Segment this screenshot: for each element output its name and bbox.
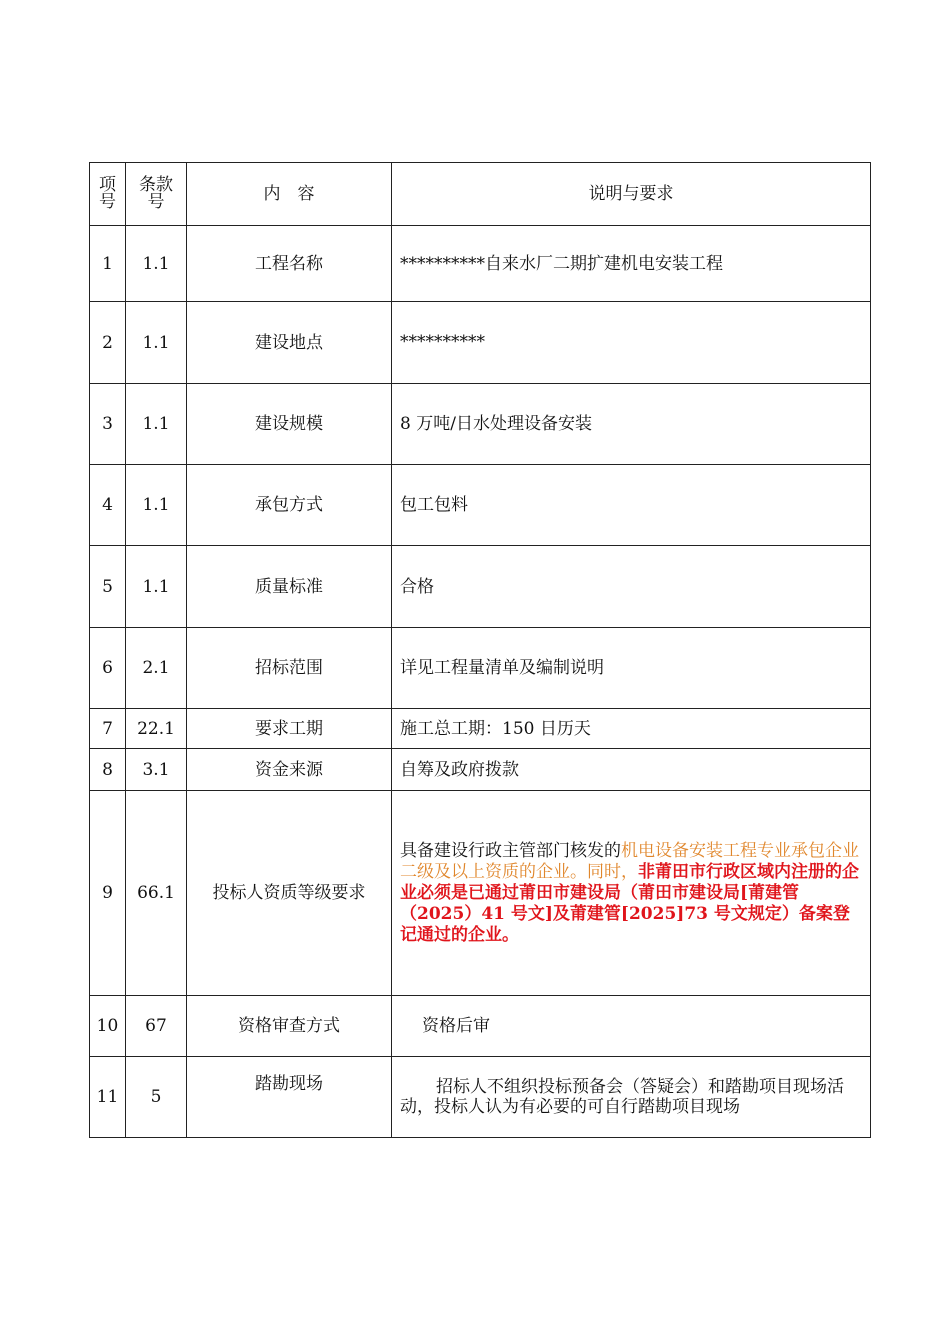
row-description-qualification [392, 791, 871, 996]
row-description [392, 1057, 871, 1138]
row-content: 建设规模 [187, 384, 392, 465]
table-row [90, 384, 871, 465]
row-item-no: 2 [90, 302, 126, 384]
qualification-orange-text: 机电设备安装工程专业承包企业二级及以上资质的企业 [400, 840, 859, 882]
table-row [90, 628, 871, 709]
row-description: ********** [392, 302, 871, 384]
row-content: 要求工期 [187, 709, 392, 749]
row-content: 建设地点 [187, 302, 392, 384]
row-item-no: 10 [90, 996, 126, 1057]
row-content: 资金来源 [187, 749, 392, 791]
row-clause-no: 2.1 [126, 628, 187, 709]
row-item-no: 4 [90, 465, 126, 546]
row-clause-no: 66.1 [126, 791, 187, 996]
row-content: 招标范围 [187, 628, 392, 709]
row-description: 合格 [392, 546, 871, 628]
row-item-no: 9 [90, 791, 126, 996]
table-row [90, 1057, 871, 1138]
row-item-no: 11 [90, 1057, 126, 1138]
table-row [90, 546, 871, 628]
table-row [90, 709, 871, 749]
row-item-no: 3 [90, 384, 126, 465]
header-item-no: 项号 [90, 163, 126, 226]
header-description: 说明与要求 [392, 163, 871, 226]
table-row [90, 749, 871, 791]
row-item-no: 6 [90, 628, 126, 709]
row-content: 质量标准 [187, 546, 392, 628]
table-row [90, 302, 871, 384]
row-description: 详见工程量清单及编制说明 [392, 628, 871, 709]
row-clause-no: 1.1 [126, 384, 187, 465]
row-description: 资格后审 [392, 996, 871, 1057]
qualification-orange-tail: 。同时， [570, 861, 638, 882]
table-row [90, 996, 871, 1057]
row-item-no: 1 [90, 226, 126, 302]
row-description: 包工包料 [392, 465, 871, 546]
row-description: 施工总工期：150 日历天 [392, 709, 871, 749]
row-content: 踏勘现场 [187, 1057, 392, 1138]
row-content: 投标人资质等级要求 [187, 791, 392, 996]
row-description: 8 万吨/日水处理设备安装 [392, 384, 871, 465]
table-row [90, 226, 871, 302]
row-item-no: 5 [90, 546, 126, 628]
row-content: 工程名称 [187, 226, 392, 302]
row-clause-no: 1.1 [126, 546, 187, 628]
row-item-no: 8 [90, 749, 126, 791]
row-item-no: 7 [90, 709, 126, 749]
row-clause-no: 67 [126, 996, 187, 1057]
tender-info-table [89, 162, 871, 1138]
row-content: 承包方式 [187, 465, 392, 546]
row-description: 自筹及政府拨款 [392, 749, 871, 791]
row-clause-no: 1.1 [126, 465, 187, 546]
qualification-red-text: 非莆田市行政区域内注册的企业必须是已通过莆田市建设局（莆田市建设局[莆建管（2025）41 号文]及莆建管[2025]73 号文规定）备案登记通过的企业。 [400, 861, 859, 945]
table-row [90, 791, 871, 996]
row-description: **********自来水厂二期扩建机电安装工程 [392, 226, 871, 302]
table-header-row [90, 163, 871, 226]
row-clause-no: 1.1 [126, 226, 187, 302]
header-content: 内 容 [187, 163, 392, 226]
row-clause-no: 5 [126, 1057, 187, 1138]
row-clause-no: 3.1 [126, 749, 187, 791]
qualification-plain-text: 具备建设行政主管部门核发的 [400, 840, 621, 861]
header-clause-no: 条款号 [126, 163, 187, 226]
site-visit-text: 招标人不组织投标预备会（答疑会）和踏勘项目现场活动，投标人认为有必要的可自行踏勘项目现场 [400, 1077, 844, 1117]
row-clause-no: 1.1 [126, 302, 187, 384]
row-content: 资格审查方式 [187, 996, 392, 1057]
row-clause-no: 22.1 [126, 709, 187, 749]
table-row [90, 465, 871, 546]
